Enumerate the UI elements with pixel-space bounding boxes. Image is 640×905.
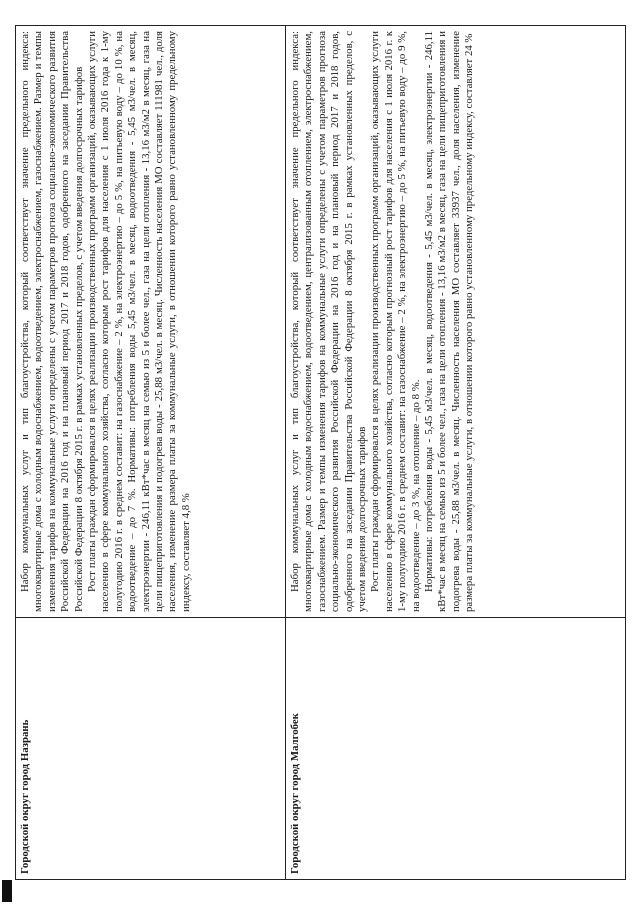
rotated-document-page <box>15 25 625 880</box>
description-cell <box>286 26 626 618</box>
table-row <box>16 26 286 880</box>
scan-margin-mark <box>2 880 12 902</box>
table-row <box>286 26 626 880</box>
municipality-tariff-table <box>15 25 626 880</box>
municipality-name-cell <box>16 618 286 880</box>
municipality-name: Городской округ город Малгобек <box>289 713 301 874</box>
description-paragraph: Набор коммунальных услуг и тип благоустройства, который соответствует значение предельного индекса: многоквартирные дома с холодным водоснабжением, водоотведением, централизованным отоплением, электроснабжением, газоснабжением. Размер и темпы изменения тарифов на коммунальные услуги определены с учетом параметров прогноза социально-экономического развития Российской Федерации на 2016 год и на плановый период 2017 и 2018 годов, одобренного на заседании Правительства Российской Федерации 8 октября 2015 г. в рамках установленных пределов, с учетом введения долгосрочных тарифов <box>289 31 369 612</box>
description-cell <box>16 26 286 618</box>
municipality-name: Городской округ город Назрань <box>19 719 31 874</box>
description-paragraph: Набор коммунальных услуг и тип благоустройства, который соответствует значение предельного индекса: многоквартирные дома с холодным водоснабжением, водоотведением, электроснабжением, газоснабжением. Размер и темпы изменения тарифов на коммунальные услуги определены с учетом параметров прогноза социально-экономического развития Российской Федерации на 2016 год и на плановый период 2017 и 2018 годов, одобренного на заседании Правительства Российской Федерации 8 октября 2015 г. в рамках установленных пределов, с учетом введения долгосрочных тарифов <box>19 31 85 612</box>
description-paragraph: Рост платы граждан сформировался в целях реализации производственных программ организаций, оказывающих услуги населению в сфере коммунального хозяйства, согласно которым прогнозный рост тарифов для населения с 1 июля 2016 г. к 1-му полугодию 2016 г. в среднем составит: на газоснабжение – 2 %, на электроэнергию – до 5 %, на питьевую воду – до 9 %, на водоотведение – до 3 %, на отопление – до 8 %. <box>369 31 422 612</box>
description-paragraph: Рост платы граждан сформировался в целях реализации производственных программ организаций, оказывающих услуги населению в сфере коммунального хозяйства, согласно которым рост тарифов для населения с 1 июля 2016 года к 1-му полугодию 2016 г. в среднем составит: на газоснабжение – 2 %, на электроэнергию – до 5 %, на питьевую воду – до 10 %, на водоотведение – до 7 %. Нормативы: потребления воды 5,45 м3/чел. в месяц, водоотведения - 5,45 м3/чел. в месяц, электроэнергии - 246,11 кВт*час в месяц на семью из 5 и более чел., газа на цели отопления - 13,16 м3/м2 в месяц, газа на цели пищеприготовления и подогрева воды - 25,88 м3/чел. в месяц. Численность населения МО составляет 111981 чел., доля населения, изменение размера платы за коммунальные услуги, в отношении которого равно установленному предельному индексу, составляет 4,8 % <box>86 31 192 612</box>
municipality-name-cell <box>286 618 626 880</box>
description-paragraph: Нормативы: потребления воды - 5,45 м3/чел. в месяц, водоотведения - 5,45 м3/чел. в месяц, электроэнергии - 246,11 кВт*час в месяц на семью из 5 и более чел., газа на цели отопления - 13,16 м3/м2 в месяц, газа на цели пищеприготовления и подогрева воды - 25,88 м3/чел. в месяц. Численность населения МО составляет 33937 чел., доля населения, изменение размера платы за коммунальные услуги, в отношении которого равно установленному предельному индексу, составляет 24 % <box>423 31 476 612</box>
